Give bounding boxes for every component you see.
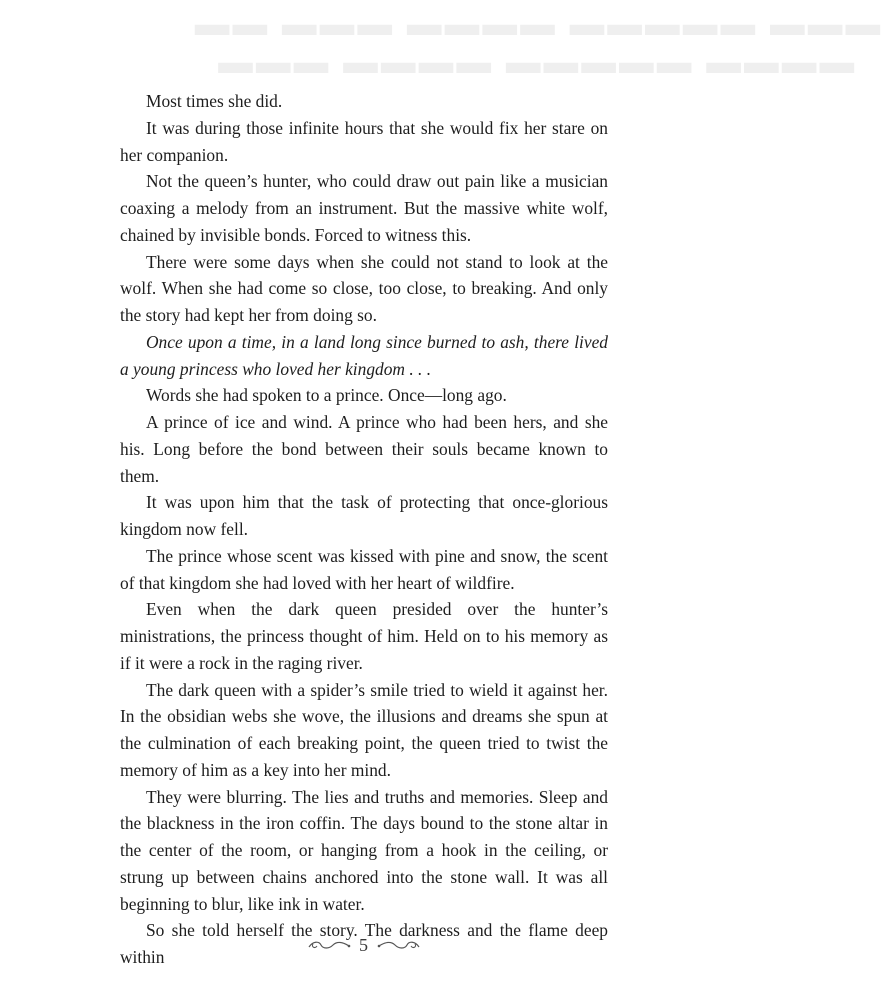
- paragraph: It was upon him that the task of protecting that once-glorious kingdom now fell.: [120, 492, 608, 539]
- italic-paragraph: Once upon a time, in a land long since burned to ash, there lived a young princess who loved her kingdom . . .: [120, 331, 608, 379]
- paragraph: It was during those infinite hours that she would fix her stare on her companion.: [120, 117, 608, 165]
- page-number: 5: [359, 934, 369, 955]
- paragraph: The dark queen with a spider’s smile tried to wield it against her. In the obsidian webs she wove, the illusions and dreams she spun at the culmination of each breaking point, the queen tried to twist the memory of him as a key into her mind.: [120, 679, 608, 780]
- right-flourish-icon: [377, 938, 421, 952]
- paragraph: Not the queen’s hunter, who could draw out pain like a musician coaxing a melody from an instrument. But the massive white wolf, chained by invisible bonds. Forced to witness this.: [120, 171, 608, 245]
- body-text: [120, 88, 608, 971]
- paragraph: Most times she did.: [146, 91, 283, 111]
- show-through-text: ▬▬ ▬▬▬ ▬▬▬▬ ▬▬▬▬▬ ▬▬▬ ▬▬▬ ▬▬▬▬ ▬▬▬▬▬ ▬▬▬▬: [194, 6, 883, 81]
- left-flourish-icon: [307, 938, 351, 952]
- paragraph: Even when the dark queen presided over the hunter’s ministrations, the princess thought of him. Held on to his memory as if it were a rock in the raging river.: [120, 599, 608, 673]
- paragraph: Words she had spoken to a prince. Once—long ago.: [146, 385, 507, 406]
- paragraph: So she told herself the story. The darkness and the flame deep within: [120, 920, 608, 967]
- paragraph: There were some days when she could not stand to look at the wolf. When she had come so close, too close, to breaking. And only the story had kept her from doing so.: [120, 251, 608, 325]
- page-footer: [0, 933, 728, 957]
- paragraph: The prince whose scent was kissed with pine and snow, the scent of that kingdom she had loved with her heart of wildfire.: [120, 545, 608, 593]
- paragraph: A prince of ice and wind. A prince who had been hers, and she his. Long before the bond between their souls became known to them.: [120, 412, 608, 486]
- paragraph: They were blurring. The lies and truths and memories. Sleep and the blackness in the iron coffin. The days bound to the stone altar in the center of the room, or hanging from a hook in the ceiling, or strung up between chains anchored into the stone wall. It was all beginning to blur, like ink in water.: [120, 786, 608, 914]
